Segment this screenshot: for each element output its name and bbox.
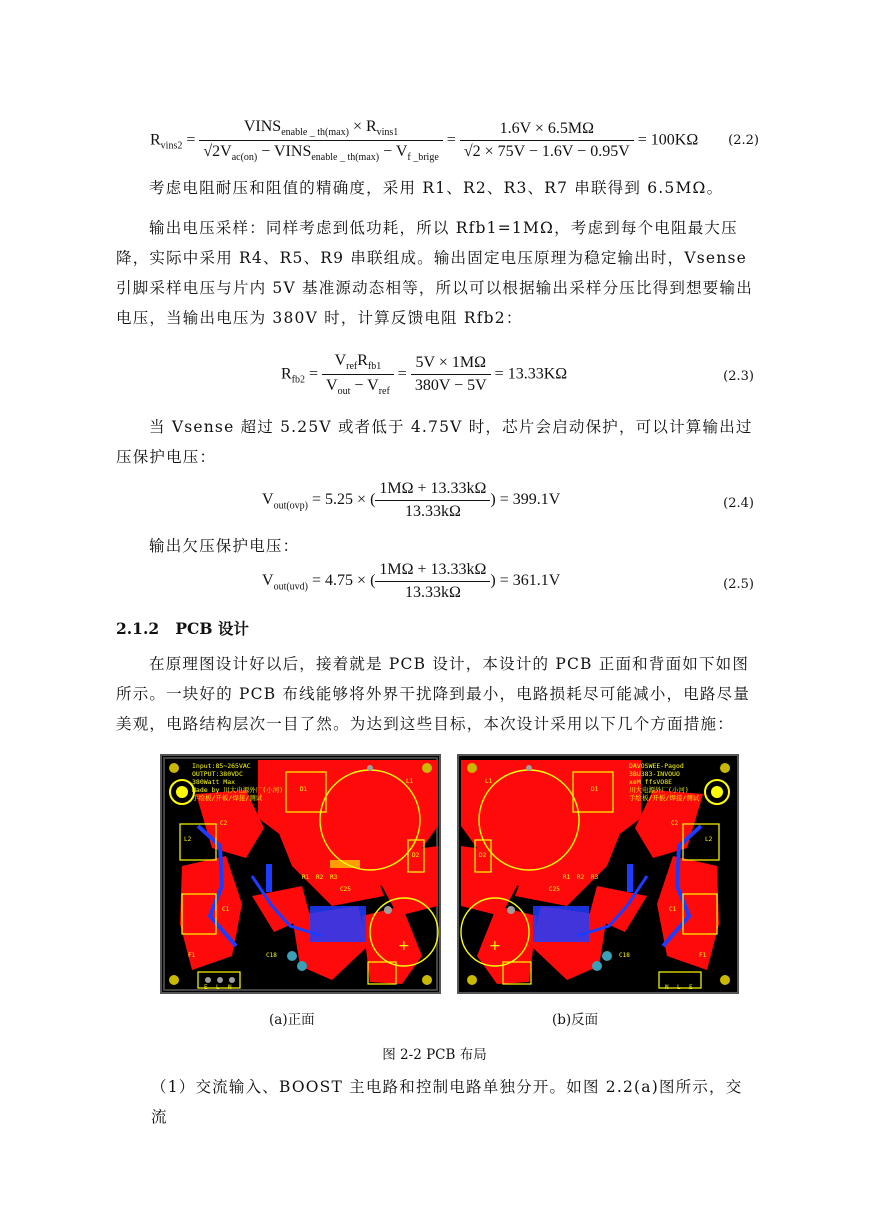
eq25-post: ) = 361.1V (490, 572, 561, 590)
eq24-lhs-sub: out(ovp) (273, 500, 309, 512)
eq25-lhs: V (262, 572, 274, 590)
pcb-front-label: R3 (330, 874, 338, 881)
pcb-back-line-3: xeM ffsVO8E (629, 778, 673, 786)
paragraph-4: 输出欠压保护电压： (149, 537, 300, 555)
pcb-front-label: L2 (184, 836, 192, 843)
pcb-front-label: C25 (340, 886, 351, 893)
eq22-den-c: − V (379, 143, 408, 161)
eq24-lhs: V (262, 491, 274, 509)
equation-2-3: $R_{fb2}$ = $\frac{V_{ref}R_{fb1}}{V_{out} - V_{ref}}$ = $\frac{5V \times 1M\Omega}{380V - 5V}$ = 13.33KΩ (281, 352, 568, 398)
pcb-front-label: C18 (266, 952, 277, 959)
eq24-num: 1MΩ + 13.33kΩ (375, 480, 490, 501)
pcb-back-label: D2 (479, 852, 487, 859)
eq23-den-a-sub: out (337, 386, 351, 398)
pcb-back-plus: + (489, 938, 501, 954)
pcb-front-label: D2 (412, 852, 420, 859)
equation-2-2: $R_{vins2}$ = $\frac{VINS_{enable \_ th(max)} \times R_{vins1}}{√2V_{ac(on)} - VINS_{enable \_ th(max)} - V_{f \_brige}}$ = $\frac{1.6V \times 6.5M\Omega}{√2 \times 75V - 1.6V - 0.95V}$ = 100KΩ (150, 118, 699, 164)
eq24-pre: = 5.25 × ( (312, 491, 376, 509)
eq23-num-a: V (334, 352, 347, 369)
eq22-num-b: × R (348, 118, 377, 135)
pcb-back-label: F1 (699, 952, 707, 959)
pcb-front-label: D1 (300, 786, 308, 793)
pcb-back-label: L2 (705, 836, 713, 843)
eq23-lhs-sub: fb2 (291, 374, 306, 386)
pcb-front-line-5: 手绘板/开板/焊接/测试 (192, 794, 263, 802)
eq23-lhs: R (281, 365, 292, 383)
eq23-fraction-symbolic (322, 352, 394, 397)
paragraph-3: 当 Vsense 超过 5.25V 或者低于 4.75V 时，芯片会启动保护，可以计算输出过压保护电压： (116, 418, 753, 466)
eq23-num-b-sub: fb1 (367, 361, 382, 373)
pcb-front-label: R2 (316, 874, 324, 881)
pcb-front-label: L (216, 984, 220, 991)
eq25-num: 1MΩ + 13.33kΩ (375, 561, 490, 582)
pcb-back-image (457, 754, 739, 994)
eq24-fraction (375, 480, 490, 521)
eq23-number: (2.3) (723, 369, 754, 384)
eq23-result: = 13.33KΩ (494, 365, 568, 383)
pcb-front-label: C2 (220, 820, 228, 827)
pcb-front-label: R1 (302, 874, 310, 881)
pcb-back-label: C1 (669, 906, 677, 913)
eq23-num-numeric: 5V × 1MΩ (411, 354, 491, 375)
eq24-number: (2.4) (723, 496, 754, 511)
equation-2-5 (262, 561, 560, 602)
eq23-fraction-numeric (411, 354, 491, 395)
eq22-den-a: √2V (203, 143, 232, 161)
section-heading (116, 617, 249, 639)
pcb-back-label: L (677, 984, 681, 991)
eq25-lhs-sub: out(uvd) (273, 581, 309, 593)
pcb-back-line-5: 手绘板/开板/焊接/测试 (629, 794, 700, 802)
pcb-back-label: R3 (591, 874, 599, 881)
eq22-den-b-sub: enable _ th(max) (311, 152, 380, 164)
section-number: 2.1.2 (116, 619, 160, 638)
eq22-den-numeric: √2 × 75V − 1.6V − 0.95V (463, 143, 630, 161)
eq22-num-b-sub: vins1 (376, 127, 399, 139)
pcb-back-label: D1 (591, 786, 599, 793)
eq22-fraction-numeric (460, 120, 634, 161)
eq22-den-b: − VINS (257, 143, 312, 161)
pcb-front-label: F1 (188, 952, 196, 959)
eq23-den-a: V (326, 377, 338, 395)
eq24-post: ) = 399.1V (490, 491, 561, 509)
pcb-front-labels (162, 756, 439, 992)
section-title: PCB 设计 (175, 619, 249, 638)
paragraph-2: 输出电压采样：同样考虑到低功耗，所以 Rfb1=1MΩ，考虑到每个电阻最大压降，实际中采用 R4、R5、R9 串联组成。输出固定电压原理为稳定输出时，Vsense 引脚采样电压与片内 5V 基准源动态相等，所以可以根据输出采样分压比得到想要输出电压，当输出电压为 380V 时，计算反馈电阻 Rfb2： (116, 219, 753, 327)
eq22-fraction-symbolic (199, 118, 442, 163)
pcb-back-line-2: 3BU383-INVOUO (629, 770, 680, 778)
eq23-num-b: R (357, 352, 368, 369)
paragraph-1: 考虑电阻耐压和阻值的精确度，采用 R1、R2、R3、R7 串联得到 6.5MΩ。 (149, 179, 724, 197)
pcb-back-labels (459, 756, 737, 992)
eq25-number: (2.5) (723, 577, 754, 592)
pcb-front-plus: + (398, 938, 410, 954)
eq25-den: 13.33kΩ (404, 584, 461, 601)
pcb-back-label: E (689, 984, 693, 991)
pcb-back-label: C2 (671, 820, 679, 827)
pcb-front-line-1: Input:85~265VAC (192, 762, 251, 770)
figure-caption: 图 2-2 PCB 布局 (382, 1047, 487, 1063)
eq23-den-numeric: 380V − 5V (414, 377, 487, 395)
eq22-num-a: VINS (243, 118, 282, 135)
pcb-front-label: C1 (222, 906, 230, 913)
pcb-back-label: R1 (563, 874, 571, 881)
caption-front: (a)正面 (269, 1012, 315, 1028)
pcb-back-label: N (665, 984, 669, 991)
paragraph-5: 在原理图设计好以后，接着就是 PCB 设计，本设计的 PCB 正面和背面如下如图所示。一块好的 PCB 布线能够将外界干扰降到最小，电路损耗尽可能减小，电路尽量美观，电路结构层次一目了然。为达到这些目标，本次设计采用以下几个方面措施： (116, 655, 751, 733)
pcb-back-label: R2 (577, 874, 585, 881)
pcb-back-line-1: DAVOSWEE-Pagod (629, 762, 684, 770)
eq22-num-a-sub: enable _ th(max) (281, 127, 349, 139)
eq23-den-b: − V (350, 377, 379, 395)
pcb-front-label: E (204, 984, 208, 991)
paragraph-6: （1）交流输入、BOOST 主电路和控制电路单独分开。如图 2.2(a)图所示，交流 (151, 1078, 743, 1126)
eq22-lhs-sub: vins2 (160, 140, 183, 152)
pcb-back-label: C18 (619, 952, 630, 959)
pcb-back-line-4: 川大电源外厂(小河) (629, 786, 689, 794)
pcb-back-label: L1 (485, 778, 493, 785)
eq22-den-c-sub: f _brige (407, 152, 439, 164)
eq22-number: (2.2) (728, 133, 759, 148)
eq22-result: = 100KΩ (637, 131, 699, 149)
pcb-front-image (160, 754, 441, 994)
equation-2-4 (262, 480, 560, 521)
eq22-num-numeric: 1.6V × 6.5MΩ (460, 120, 634, 141)
pcb-front-label: N (228, 984, 232, 991)
eq22-lhs: R (150, 131, 161, 149)
pcb-back-label: C25 (549, 886, 560, 893)
pcb-front-line-2: OUTPUT:380VDC (192, 770, 243, 778)
caption-back: (b)反面 (552, 1012, 599, 1028)
eq23-den-b-sub: ref (378, 386, 390, 398)
pcb-front-label: L1 (406, 778, 414, 785)
eq25-fraction (375, 561, 490, 602)
eq24-den: 13.33kΩ (404, 503, 461, 520)
pcb-front-line-3: 380Watt Max (192, 778, 236, 786)
pcb-front-line-4: Made by 川大电源外厂(小河) (192, 786, 284, 794)
eq25-pre: = 4.75 × ( (312, 572, 376, 590)
eq22-den-a-sub: ac(on) (231, 152, 258, 164)
eq23-num-a-sub: ref (346, 361, 358, 373)
